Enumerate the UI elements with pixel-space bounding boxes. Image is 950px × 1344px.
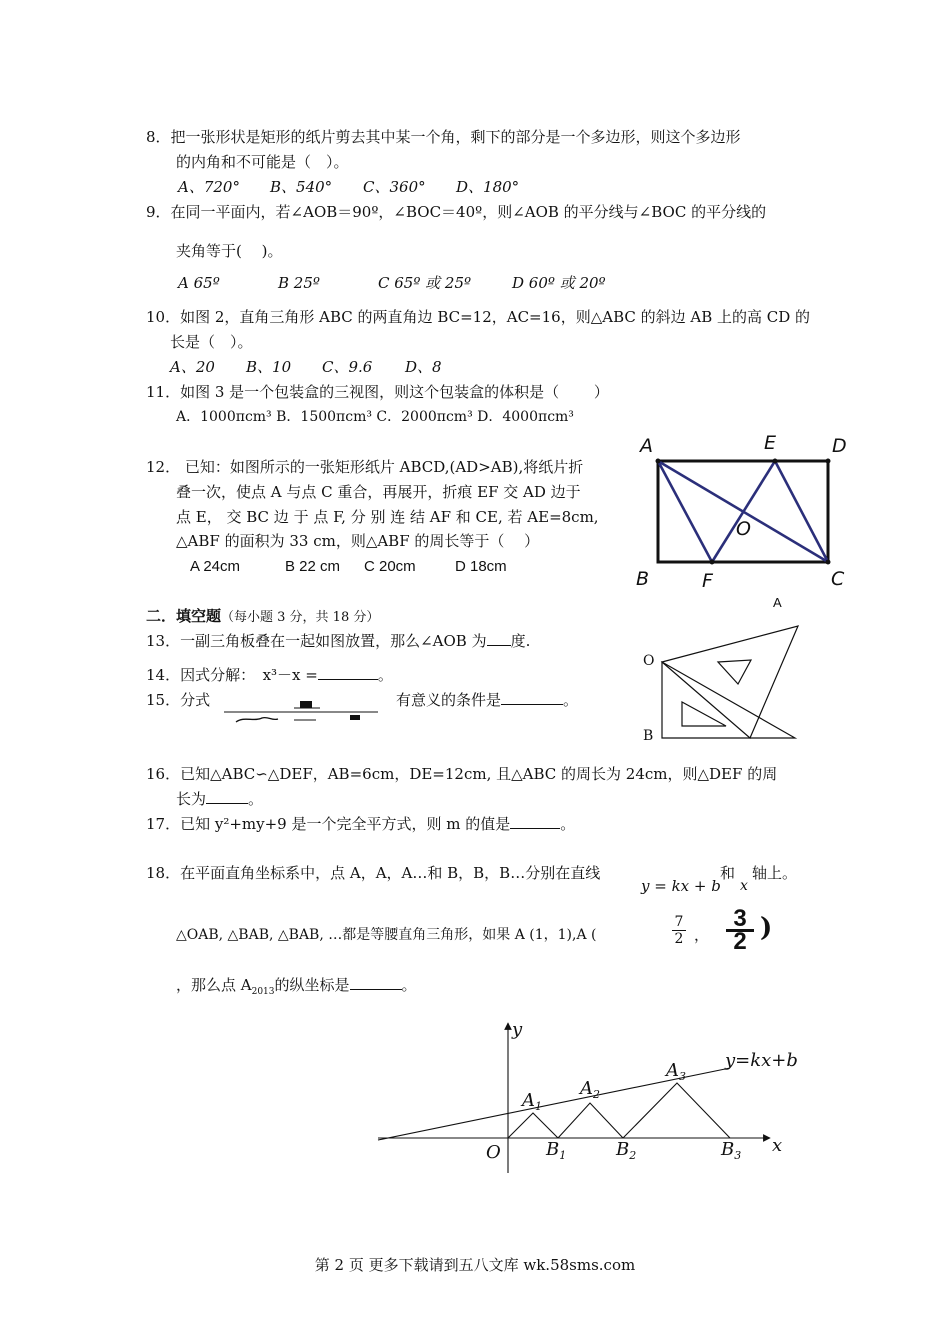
- section-2-title: 二．填空题: [146, 607, 222, 625]
- q9-option-a: A 65º: [178, 274, 220, 292]
- label-b: B: [636, 568, 650, 590]
- q17: [146, 814, 575, 834]
- q18-frac-num: 7: [674, 914, 684, 930]
- q12-line2: 叠一次，使点 A 与点 C 重合，再展开，折痕 EF 交 AD 边于: [176, 483, 581, 501]
- q10-line2: 长是（ ）。: [170, 333, 253, 351]
- q8-line1: 8．把一张形状是矩形的纸片剪去其中某一个角，剩下的部分是一个多边形，则这个多边形: [146, 128, 741, 146]
- label-b3: $B_3$: [721, 1139, 742, 1162]
- label-a1: $A_1$: [522, 1090, 542, 1113]
- q11-options: A．1000πcm³ B．1500πcm³ C．2000πcm³ D．4000πcm³: [176, 409, 574, 425]
- q9-option-c: C 65º 或 25º: [378, 274, 472, 292]
- q9-option-d: D 60º 或 20º: [512, 274, 606, 292]
- q18-big-frac-den: 2: [726, 929, 754, 952]
- label-a3: $A_3$: [666, 1060, 686, 1083]
- q10-option-d: D、8: [405, 358, 442, 376]
- q11-line1: 11．如图 3 是一个包装盒的三视图，则这个包装盒的体积是（ ）: [146, 383, 609, 401]
- q9-line2: 夹角等于( )。: [176, 242, 283, 260]
- q12-option-c: C 20cm: [364, 558, 416, 575]
- q12-option-a: A 24cm: [190, 558, 241, 575]
- q15-prefix: 15．分式: [146, 691, 211, 709]
- q8-option-d: D、180°: [456, 178, 520, 196]
- triangle-b1a2b2: [558, 1103, 623, 1138]
- q18-line3-text: ，那么点 A: [176, 976, 252, 994]
- triangle-inner-2: [682, 702, 726, 726]
- q13-suffix: 度.: [510, 632, 531, 650]
- q12-line4: △ABF 的面积为 33 cm，则△ABF 的周长等于（ ）: [176, 532, 540, 550]
- figure-caption: A: [773, 595, 782, 610]
- label-c: C: [831, 568, 845, 590]
- set-squares-figure: [640, 620, 810, 750]
- triangle-oa1b1: [508, 1113, 558, 1138]
- q15-text: 有意义的条件是: [396, 691, 502, 709]
- q18-line3: [176, 975, 417, 1002]
- q8-option-b: B、540°: [270, 178, 333, 196]
- label-y: y: [512, 1019, 523, 1040]
- rectangle-fold-figure: [630, 425, 870, 595]
- q15-fraction-artifact: [222, 696, 382, 726]
- q18-suffix: 。: [401, 976, 417, 994]
- q17-text: 17．已知 y²+my+9 是一个完全平方式，则 m 的值是: [146, 815, 511, 833]
- triangle-inner-1: [718, 660, 751, 684]
- label-origin: O: [486, 1142, 501, 1163]
- q8-option-a: A、720°: [178, 178, 240, 196]
- q13-text: 13．一副三角板叠在一起如图放置，那么∠AOB 为: [146, 632, 487, 650]
- q18-frac-den: 2: [672, 930, 686, 947]
- q12-option-d: D 18cm: [455, 558, 507, 575]
- label-b1: $B_1$: [546, 1139, 567, 1162]
- q9-option-b: B 25º: [278, 274, 320, 292]
- q16-line2-text: 长为: [176, 790, 207, 808]
- q14: [146, 665, 393, 685]
- q16-line1: 16．已知△ABC∽△DEF，AB=6cm，DE=12cm, 且△ABC 的周长为 24cm，则△DEF 的周: [146, 765, 778, 783]
- q18-line-eq: y = kx + b: [641, 877, 721, 895]
- label-o: O: [736, 518, 751, 540]
- label-f: F: [702, 570, 713, 592]
- q18-line1b: 和: [720, 864, 736, 882]
- q8-option-c: C、360°: [363, 178, 426, 196]
- q12-line1: 12． 已知：如图所示的一张矩形纸片 ABCD,(AD>AB),将纸片折: [146, 458, 584, 476]
- label-a: A: [640, 435, 653, 457]
- label-x: x: [772, 1135, 783, 1156]
- label-e: E: [764, 432, 777, 454]
- q10-option-b: B、10: [246, 358, 292, 376]
- q15-suffix: 。: [563, 691, 579, 709]
- q18-line1c: 轴上。: [752, 864, 798, 882]
- label-b-13: B: [643, 728, 654, 744]
- page-footer: 第 2 页 更多下载请到五八文库 wk.58sms.com: [314, 1256, 636, 1274]
- q13: [146, 631, 530, 651]
- q18-frac: [672, 914, 686, 947]
- label-b2: $B_2$: [616, 1139, 637, 1162]
- q12-line3: 点 E， 交 BC 边 于 点 F, 分 别 连 结 AF 和 CE, 若 AE=8cm,: [176, 508, 599, 526]
- q16-suffix: 。: [248, 790, 264, 808]
- section-2-note: （每小题 3 分，共 18 分）: [221, 610, 380, 625]
- section-2-heading: [146, 606, 379, 628]
- label-o-13: O: [643, 653, 655, 669]
- coordinate-graph: [370, 1015, 810, 1180]
- q12-option-b: B 22 cm: [285, 558, 341, 575]
- triangle-b2a3b3: [623, 1083, 730, 1138]
- q15: [396, 690, 578, 710]
- q14-suffix: 。: [377, 666, 393, 684]
- q10-line1: 10．如图 2，直角三角形 ABC 的两直角边 BC=12，AC=16，则△ABC 的斜边 AB 上的高 CD 的: [146, 308, 811, 326]
- q8-line2: 的内角和不可能是（ ）。: [176, 153, 349, 171]
- q18-line2: △OAB, △BAB, △BAB, …都是等腰直角三角形，如果 A (1，1),A (: [176, 927, 597, 943]
- q18-x-var: x: [740, 878, 748, 894]
- q10-option-a: A、20: [170, 358, 215, 376]
- q10-option-c: C、9.6: [322, 358, 373, 376]
- q16-line2: [176, 789, 263, 809]
- label-a2: $A_2$: [580, 1078, 600, 1101]
- q17-suffix: 。: [560, 815, 576, 833]
- q18-line3b: 的纵坐标是: [274, 976, 350, 994]
- segment-fe: [712, 461, 775, 562]
- label-d: D: [832, 435, 847, 457]
- q18-big-frac-num: 3: [733, 905, 747, 932]
- q18-line3-sub: 2013: [251, 987, 275, 997]
- q14-text: 14．因式分解： x³－x =: [146, 666, 318, 684]
- q18-line1: 18．在平面直角坐标系中，点 A，A，A…和 B，B，B…分别在直线: [146, 864, 601, 882]
- label-line-eq: y=kx+b: [725, 1050, 798, 1071]
- q9-line1: 9．在同一平面内，若∠AOB＝90º，∠BOC＝40º，则∠AOB 的平分线与∠BOC 的平分线的: [146, 203, 767, 221]
- q18-big-frac: [726, 905, 754, 955]
